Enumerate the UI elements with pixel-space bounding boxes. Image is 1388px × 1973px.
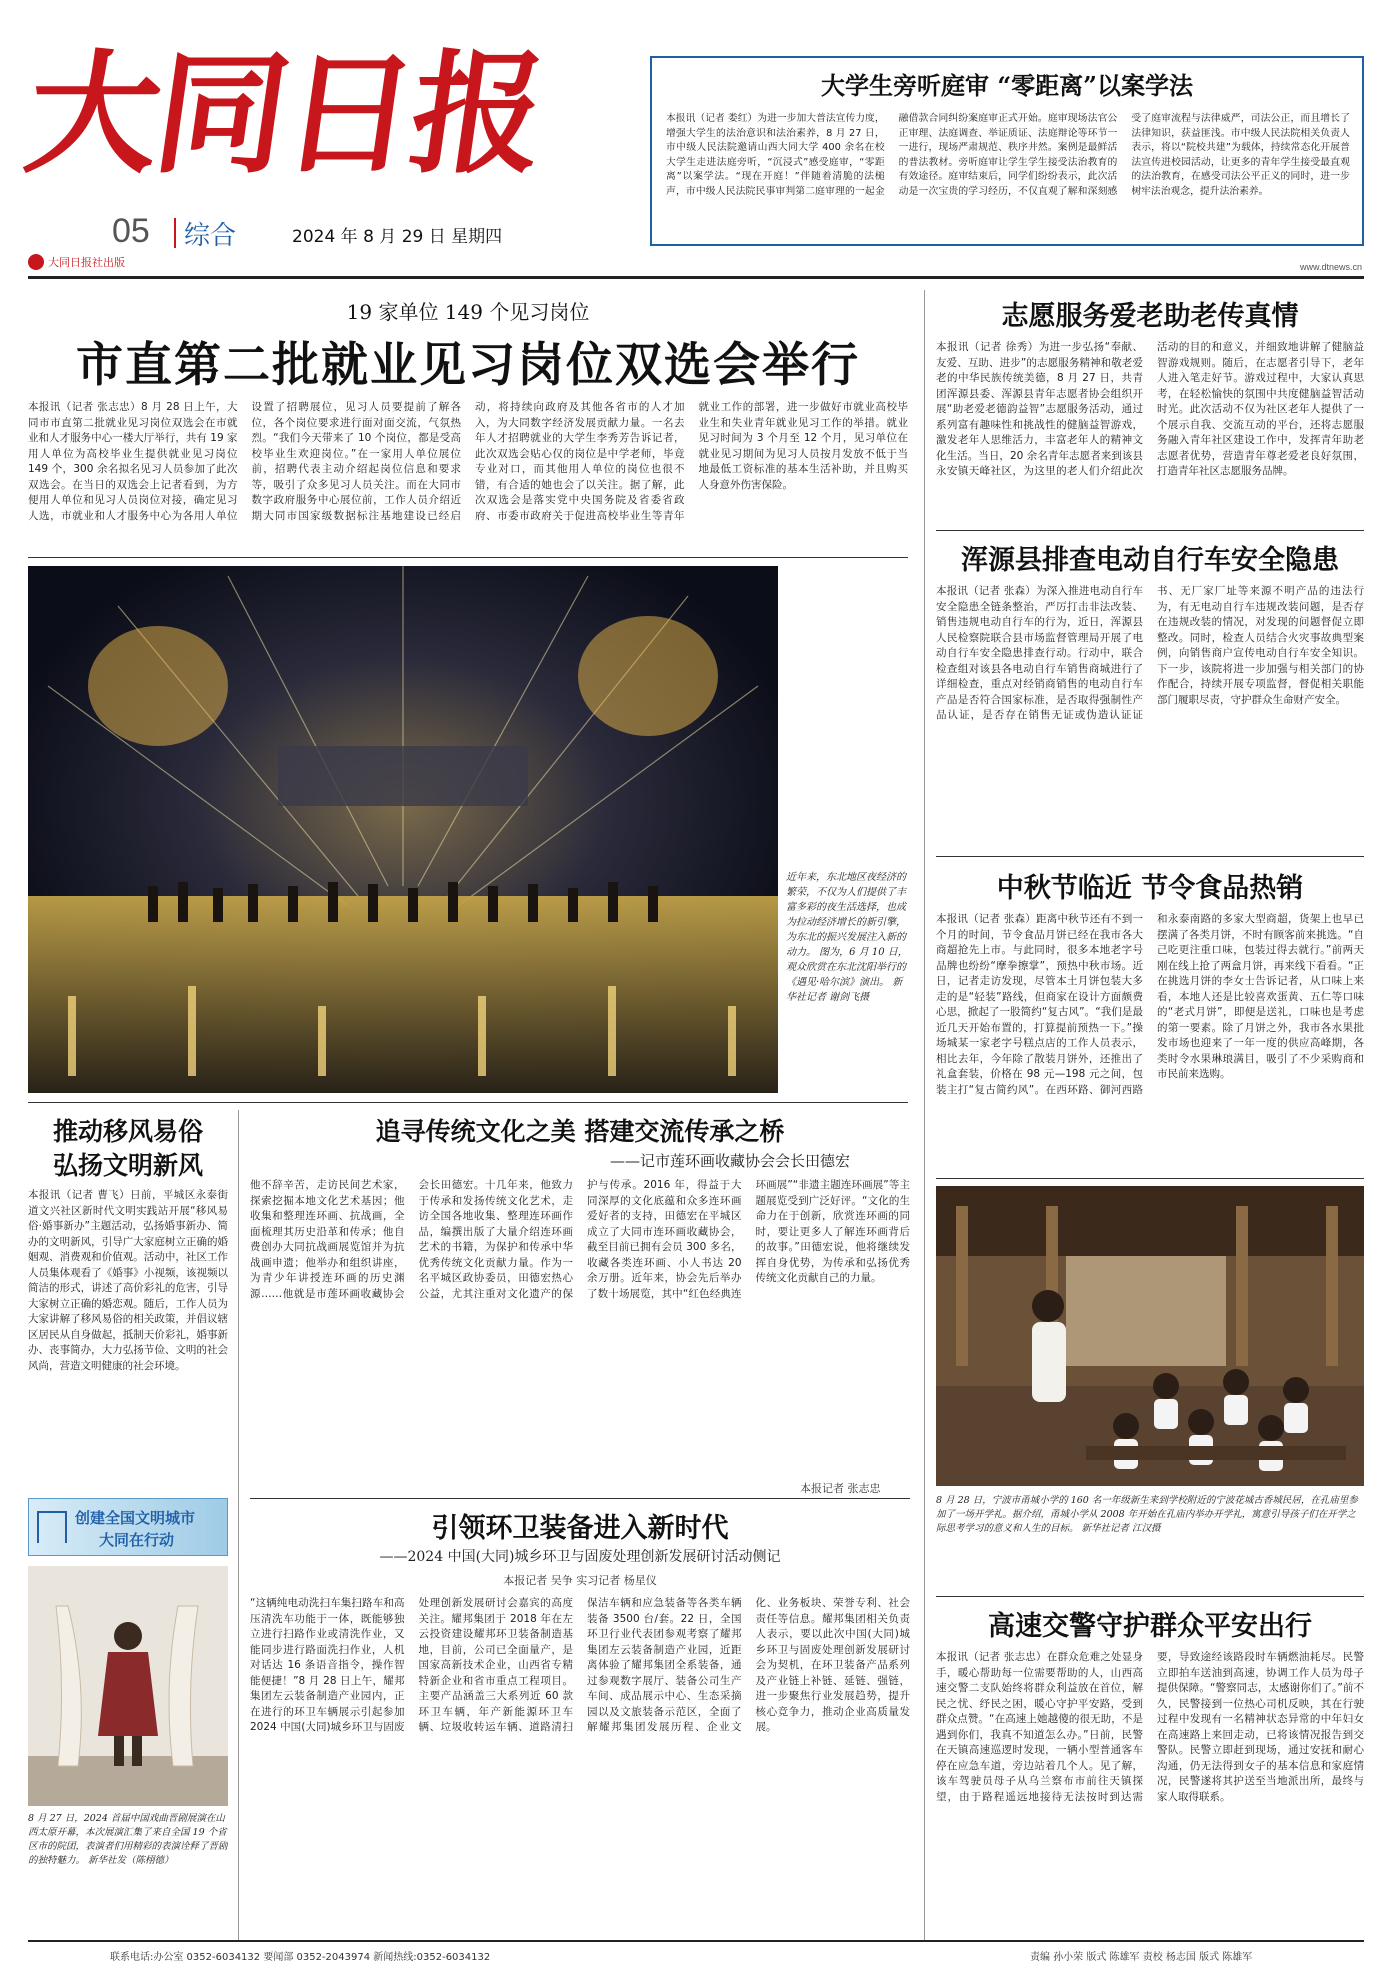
right-rule-2 (936, 856, 1364, 857)
right-rule-3 (936, 1178, 1364, 1179)
masthead-divider (174, 218, 176, 248)
civilization-banner (28, 1498, 228, 1556)
lead-headline: 市直第二批就业见习岗位双选会举行 (76, 338, 860, 393)
left-story-body: 本报讯（记者 曹飞）日前，平城区永泰街道文兴社区新时代文明实践站开展“移风易俗·婚事新办”主题活动，弘扬婚事新办、简办的文明新风，引导广大家庭树立正确的婚姻观、消费观和价值观。活动中，社区工作人员集体观看了《婚事》小视频，该视频以简洁的形式，讲述了高价彩礼的危害，引导大家树立正确的婚恋观。随后，工作人员为大家讲解了移风易俗的相关政策，并倡议辖区居民从自身做起，抵制天价彩礼，婚事新办、丧事简办，大力弘扬节俭、文明的社会风尚，营造文明健康的社会环境。 (28, 1189, 228, 1372)
banner-text-2: 大同在行动 (99, 1531, 175, 1549)
footer-phones: 联系电话:办公室 0352-6034132 要闻部 0352-2043974 新闻热线:0352-6034132 (110, 1952, 491, 1963)
top-story-body: 本报讯（记者 娄红）为进一步加大普法宣传力度，增强大学生的法治意识和法治素养，8 月 27 日，市中级人民法院邀请山西大同大学 400 余名在校大学生走进法庭旁听，“沉浸式”感受庭审，“零距离”以案学法。“现在开庭！”伴随着清脆的法槌声，市中级人民法院民事审判第二庭审理的一起金融借款合同纠纷案庭审正式开始。庭审现场法官公正审理、法庭调查、举证质证、法庭辩论等环节一一进行，现场严肃规范、秩序井然。案例是最鲜活的普法教材。旁听庭审让学生学生接受法治教育的有效途径。庭审结束后，同学们纷纷表示，此次活动是一次宝贵的学习经历，不仅直观了解和深刻感受了庭审流程与法律威严，司法公正，而且增长了法律知识，获益匪浅。市中级人民法院相关负责人表示，将以“院校共建”为载体，持续常态化开展普法宣传进校园活动，让更多的青年学生接受最直观的法治教育，在感受司法公平正义的同时，进一步树牢法治观念，提升法治素养。 (666, 113, 1350, 197)
masthead-logo: 大同日报 (17, 37, 551, 192)
banner-text-1: 创建全国文明城市 (75, 1509, 196, 1527)
bottom-feature-byline: 本报记者 吴争 实习记者 杨星仪 (503, 1574, 657, 1587)
right-rule-1 (936, 530, 1364, 531)
bottom-feature-title: 引领环卫装备进入新时代 (431, 1513, 729, 1544)
footer-editors: 责编 孙小荣 版式 陈雄军 责校 杨志国 版式 陈雄军 (1030, 1952, 1253, 1963)
left-story-title-1: 推动移风易俗 (52, 1117, 203, 1146)
footer-rule (28, 1940, 1364, 1942)
right-story-3-title: 中秋节临近 节令食品热销 (996, 873, 1304, 904)
left-separator (238, 1110, 239, 1940)
right-story-3-body: 本报讯（记者 张森）距离中秋节还有不到一个月的时间，节令食品月饼已经在我市各大商超抢先上市。与此同时，很多本地老字号品牌也纷纷“摩拳擦掌”，预热中秋市场。近日，记者走访发现，尽管本土月饼包装大多走的是“轻装”路线，但商家在设计方面颇费心思，掀起了一股简约“复古风”。“我们是最近几天开始布置的，打算提前预热一下。”操场城某一家老字号糕点店的工作人员表示，相比去年，今年除了散装月饼外，还推出了礼盒套装，价格在 98 元—198 元之间，包装主打“复古简约风”。在西环路、御河西路和永泰南路的多家大型商超，货架上也早已摆满了各类月饼，不时有顾客前来挑选。“自己吃更注重口味，包装过得去就行。”前两天刚在线上抢了两盒月饼，再来线下看看。“正在挑选月饼的李女士告诉记者，从口味上来看，本地人还是比较喜欢蛋黄、五仁等口味的“老式月饼”，即便是送礼，口味也是考虑的第一要素。除了月饼之外，我市各水果批发市场也迎来了一年一度的供应高峰期，各类时令水果琳琅满目，吸引了不少采购商和市民前来选购。 (936, 913, 1364, 1096)
feature-rule (250, 1498, 910, 1499)
right-story-4-body: 本报讯（记者 张志忠）在群众危难之处显身手，暖心帮助每一位需要帮助的人，山西高速交警二支队始终将群众利益放在首位，解民之忧、纾民之困，暖心守护平安路，受到群众点赞。“在高速上她越傻的很无助，不是遇到你们，我真不知道怎么办。”日前，民警在天镇高速巡逻时发现，一辆小型普通客车停在应急车道，旁边站着几个人。见了解，该车驾驶员母子从乌兰察布市前往天镇探望，由于路程遥远地接待无法按时到达需要，导致途经该路段时车辆燃油耗尽。民警立即拍车送油到高速，协调工作人员为母子提供保障。“警察同志，太感谢你们了。”前不久，民警接到一位热心司机反映，其在行驶过程中发现有一名精神状态异常的中年妇女在高速路上来回走动，已将该情况报告到交警队。民警立即赶到现场，通过安抚和耐心沟通，仍无法得到女子的基本信息和家庭情况，民警遂将其护送至当地派出所，最终与家人取得联系。 (936, 1651, 1364, 1803)
photo-rule (28, 1102, 908, 1103)
city-gate-icon (37, 1511, 67, 1543)
lead-body: 本报讯（记者 张志忠）8 月 28 日上午，大同市市直第二批就业见习岗位双选会在市就业和人才服务中心一楼大厅举行，共有 19 家用人单位为高校毕业生提供就业见习岗位 149 个，300 余名拟名见习人员参加了此次双选会。在当日的双选会上记者看到，为方便用人单位和见习人员岗位对接，确定见习人选，市就业和人才服务中心为各用人单位设置了招聘展位，见习人员要提前了解各位，各个岗位要求进行面对面交流，气氛热烈。“我们今天带来了 10 个岗位，都是受高校毕业生欢迎岗位。”在一家用人单位展位前，招聘代表主动介绍起岗位信息和要求等，吸引了众多见习人员关注。而在大同市数字政府服务中心展位前，工作人员介绍近期大同市国家级数据标注基地建设已经启动，将持续向政府及其他各省市的人才加入，为大同数字经济发展贡献力量。一名去年人才招聘就业的大学生李秀芳告诉记者，此次双选会贴心仅的岗位是中学老师，毕竟专业对口，而其他用人单位的岗位也很不错，有合适的她也会了以关注。据了解，此次双选会是落实党中央国务院及省委省政府、市委市政府关于促进高校毕业生等青年就业工作的部署，进一步做好市就业高校毕业生和失业青年就业见习工作的举措。就业见习时间为 3 个月至 12 个月，见习单位在就业见习期间为见习人员按月发放不低于当地最低工资标准的基本生活补助，并且购买人身意外伤害保险。 (28, 401, 908, 522)
right-story-2-title: 浑源县排查电动自行车安全隐患 (961, 545, 1339, 576)
feature-byline: 本报记者 张志忠 (800, 1482, 881, 1495)
bottom-feature-body: “这辆纯电动洗扫车集扫路车和高压清洗车功能于一体，既能够独立进行扫路作业或清洗作业，又能同步进行路面洗扫作业，人机对话达 16 条语音指令，操作智能便捷！”8 月 28 日上午，耀邦集团左云装备制造产业园内，正在进行的环卫车辆展示引起参加 2024 中国(大同)城乡环卫与固废处理创新发展研讨会嘉宾的高度关注。耀邦集团于 2018 年在左云投资建设耀邦环卫装备制造基地，目前，公司已全面量产，是国家高新技术企业，山西省专精特新企业和省市重点工程项目。主要产品涵盖三大系列近 60 款环卫车辆，年产新能源环卫车辆、垃圾收转运车辆、道路清扫保洁车辆和应急装备等各类车辆装备 3500 台/套。22 日，全国环卫行业代表团参观考察了耀邦集团左云装备制造产业园，近距离体验了耀邦集团全系装备，通过参观数字展厅、装备公司生产车间、成品展示中心、生态采摘园以及文旅装备示范区，全面了解耀邦集团发展历程、企业文化、业务板块、荣誉专利、社会责任等信息。耀邦集团相关负责人表示，要以此次中国(大同)城乡环卫与固废处理创新发展研讨会为契机，在环卫装备产品系列及产业链上补链、延链、强链，进一步聚焦行业发展趋势，提升核心竞争力，推动企业高质量发展。 (250, 1597, 910, 1733)
left-photo (28, 1566, 228, 1806)
feature-title: 追寻传统文化之美 搭建交流传承之桥 (375, 1117, 785, 1146)
publisher-name: 大同日报社出版 (48, 256, 125, 269)
right-story-1-title: 志愿服务爱老助老传真情 (1001, 301, 1299, 332)
top-story-box (650, 56, 1364, 246)
main-photo-caption: 近年来，东北地区夜经济的繁荣，不仅为人们提供了丰富多彩的夜生活选择，也成为拉动经济增长的新引擎，为东北的振兴发展注入新的动力。 图为，6 月 10 日，观众欣赏在东北沈阳举行的《遇见·哈尔滨》演出。 新华社记者 谢剑飞摄 (786, 872, 908, 1003)
right-rule-4 (936, 1596, 1364, 1597)
column-separator (924, 290, 925, 1940)
feature-body: 他不辞辛苦，走访民间艺术家，探索挖掘本地文化艺术基因；他收集和整理连环画、抗战画，全面梳理其历史沿革和传承；他自费创办大同抗战画展览馆并为抗战画申遗；他举办和组织讲座，为青少年讲授连环画的历史渊源……他就是市莲环画收藏协会会长田德宏。十几年来，他致力于传承和发扬传统文化艺术，走访全国各地收集、整理连环画作品，编撰出版了大量介绍连环画艺术的书籍，为保护和传承中华优秀传统文化贡献力量。作为一名平城区政协委员，田德宏热心公益，尤其注重对文化遗产的保护与传承。2016 年，得益于大同深厚的文化底蕴和众多连环画爱好者的支持，田德宏在平城区成立了大同市连环画收藏协会，截至目前已拥有会员 300 多名，收藏各类连环画、小人书达 20 余万册。近年来，协会先后举办了数十场展览，其中“红色经典连环画展”“非遗主题连环画展”等主题展览受到广泛好评。“文化的生命力在于创新，欣赏连环画的同时，要让更多人了解连环画背后的故事。”田德宏说，他将继续发挥自身优势，为传承和弘扬优秀传统文化贡献自己的力量。 (250, 1179, 910, 1300)
right-photo-caption: 8 月 28 日，宁波市甬城小学的 160 名一年级新生来到学校附近的宁波花城古香城民居，在孔庙里参加了一场开学礼。据介绍，甬城小学从 2008 年开始在孔庙内举办开学礼，寓意引导孩子们在开学之际思考学习的意义和人生的目标。 新华社记者 江汉摄 (936, 1495, 1358, 1534)
website: www.dtnews.cn (1300, 262, 1363, 272)
main-photo (28, 566, 778, 1093)
masthead (17, 37, 628, 290)
top-story-title: 大学生旁听庭审 “零距离”以案学法 (821, 71, 1193, 100)
masthead-rule (28, 276, 1364, 279)
publisher-logo-icon (28, 254, 44, 270)
issue-date: 2024 年 8 月 29 日 星期四 (292, 227, 503, 247)
left-story-title-2: 弘扬文明新风 (52, 1151, 203, 1180)
right-story-4-title: 高速交警守护群众平安出行 (988, 1611, 1312, 1642)
lead-rule (28, 557, 908, 558)
right-story-1-body: 本报讯（记者 徐秀）为进一步弘扬“奉献、友爱、互助、进步”的志愿服务精神和敬老爱老的中华民族传统美德，8 月 27 日，共青团浑源县委、浑源县青年志愿者协会组织开展“助老爱老德韵益智”志愿服务活动，通过系列富有趣味性和挑战性的健脑益智游戏，激发老年人思维活力，丰富老年人的精神文化生活。当日，20 余名青年志愿者来到该县永安镇天峰社区，为这里的老人们介绍此次活动的目的和意义，并细致地讲解了健脑益智游戏规则。随后，在志愿者引导下，老年人进入笔走好节。游戏过程中，大家认真思考，在轻松愉快的氛围中共度健脑益智活动时光。此次活动不仅为社区老年人提供了一个展示自我、交流互动的平台，还将志愿服务融入青年社区建设工作中，发挥青年助老志愿者优势，营造青年尊老爱老良好氛围，打造青年社区志愿服务品牌。 (936, 341, 1364, 477)
left-photo-caption: 8 月 27 日，2024 首届中国戏曲晋剧展演在山西太原开幕，本次展演汇集了来自全国 19 个省区市的院团，表演者们用精彩的表演诠释了晋剧的独特魅力。 新华社发（陈栩德） (28, 1813, 228, 1866)
page-number: 05 (112, 212, 150, 250)
right-photo (936, 1186, 1364, 1486)
right-story-2-body: 本报讯（记者 张森）为深入推进电动自行车安全隐患全链条整治，严厉打击非法改装、销售违规电动自行车的行为，近日，浑源县人民检察院联合县市场监督管理局开展了电动自行车安全隐患排查行动。行动中，联合检查组对该县各电动自行车销售商城进行了详细检查，重点对经销商销售的电动自行车产品是否符合国家标准，是否取得强制性产品认证，是否存在销售无证或伪造认证证书、无厂家厂址等来源不明产品的违法行为，有无电动自行车违规改装问题，是否存在违规改装的情况，对发现的问题督促立即整改。同时，检查人员结合火灾事故典型案例，向销售商户宣传电动自行车安全知识。下一步，该院将进一步加强与相关部门的协作配合，持续开展专项监督，督促相关职能部门履职尽责，守护群众生命财产安全。 (936, 585, 1364, 721)
section-name: 综合 (184, 221, 237, 251)
lead-kicker: 19 家单位 149 个见习岗位 (346, 300, 590, 324)
feature-subtitle: ——记市莲环画收藏协会会长田德宏 (609, 1152, 850, 1170)
bottom-feature-subtitle: ——2024 中国(大同)城乡环卫与固废处理创新发展研讨活动侧记 (379, 1549, 781, 1565)
